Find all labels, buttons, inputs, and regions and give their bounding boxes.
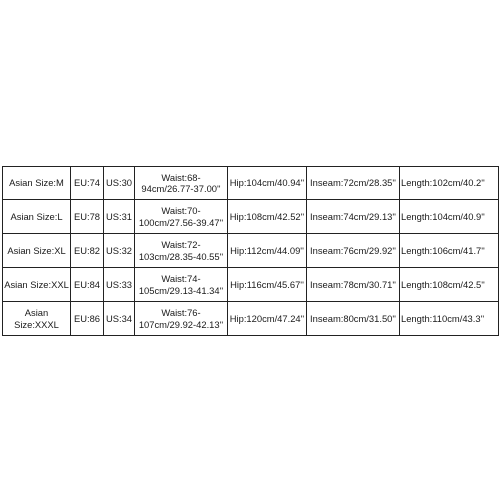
- size-row-l: [3, 200, 499, 234]
- hip-cell: Hip:112cm/44.09'': [228, 234, 307, 268]
- length-cell: Length:106cm/41.7'': [400, 234, 499, 268]
- waist-cell: Waist:74-105cm/29.13-41.34'': [135, 268, 228, 302]
- inseam-cell: Inseam:78cm/30.71'': [307, 268, 400, 302]
- inseam-cell: Inseam:74cm/29.13'': [307, 200, 400, 234]
- inseam-cell: Inseam:76cm/29.92'': [307, 234, 400, 268]
- length-cell: Length:108cm/42.5'': [400, 268, 499, 302]
- size-row-xxl: [3, 268, 499, 302]
- length-cell: Length:110cm/43.3'': [400, 302, 499, 336]
- size-row-xl: [3, 234, 499, 268]
- size-row-m: [3, 167, 499, 200]
- waist-cell: Waist:68-94cm/26.77-37.00'': [135, 167, 228, 200]
- waist-cell: Waist:70-100cm/27.56-39.47'': [135, 200, 228, 234]
- waist-cell: Waist:72-103cm/28.35-40.55'': [135, 234, 228, 268]
- hip-cell: Hip:104cm/40.94'': [228, 167, 307, 200]
- size-cell: Asian Size:XL: [3, 234, 71, 268]
- size-cell: Asian Size:XXL: [3, 268, 71, 302]
- size-cell: Asian Size:XXXL: [3, 302, 71, 336]
- us-size-cell: US:34: [104, 302, 135, 336]
- size-cell: Asian Size:M: [3, 167, 71, 200]
- waist-cell: Waist:76-107cm/29.92-42.13'': [135, 302, 228, 336]
- eu-size-cell: EU:82: [71, 234, 104, 268]
- size-cell: Asian Size:L: [3, 200, 71, 234]
- length-cell: Length:102cm/40.2'': [400, 167, 499, 200]
- hip-cell: Hip:120cm/47.24'': [228, 302, 307, 336]
- eu-size-cell: EU:84: [71, 268, 104, 302]
- length-cell: Length:104cm/40.9'': [400, 200, 499, 234]
- us-size-cell: US:31: [104, 200, 135, 234]
- inseam-cell: Inseam:80cm/31.50'': [307, 302, 400, 336]
- eu-size-cell: EU:74: [71, 167, 104, 200]
- us-size-cell: US:32: [104, 234, 135, 268]
- us-size-cell: US:30: [104, 167, 135, 200]
- size-row-xxxl: [3, 302, 499, 336]
- size-chart-table: [2, 166, 499, 336]
- hip-cell: Hip:108cm/42.52'': [228, 200, 307, 234]
- hip-cell: Hip:116cm/45.67'': [228, 268, 307, 302]
- eu-size-cell: EU:78: [71, 200, 104, 234]
- us-size-cell: US:33: [104, 268, 135, 302]
- eu-size-cell: EU:86: [71, 302, 104, 336]
- inseam-cell: Inseam:72cm/28.35'': [307, 167, 400, 200]
